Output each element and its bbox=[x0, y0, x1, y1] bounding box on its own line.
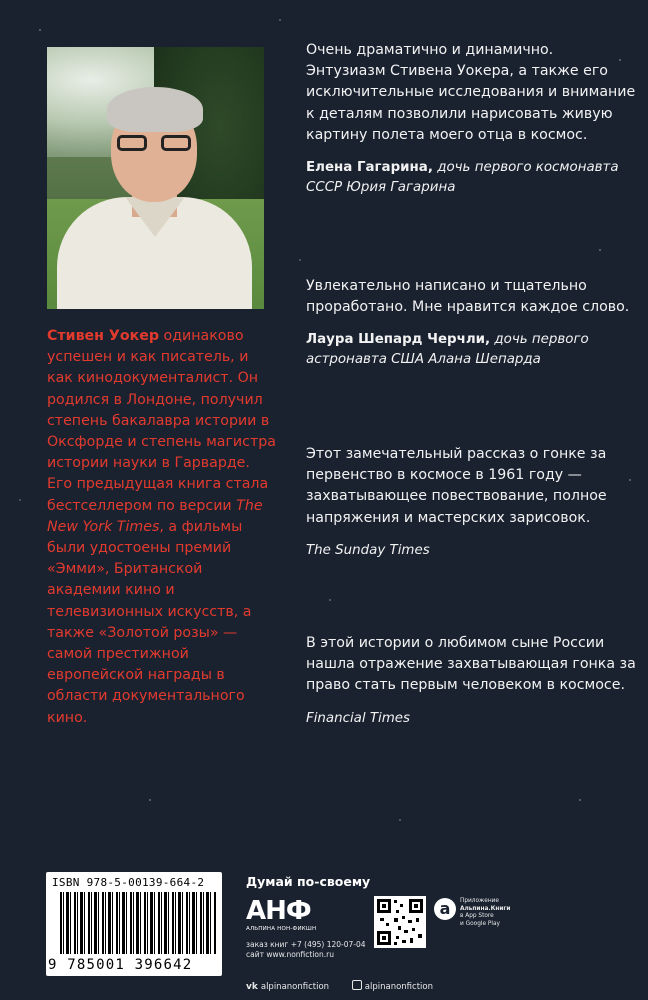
bio-text-2: , а фильмы были удостоены премий «Эмми», Британской академии кино и телевизионных искусств, а также «Золотой розы» — самой престижной европейской награды в области документального кино. bbox=[47, 518, 252, 726]
quote-attribution bbox=[306, 541, 636, 561]
quote-text: Этот замечательный рассказ о гонке за первенство в космосе в 1961 году — захватывающее повествование, полное напряжения и мастерских зарисовок. bbox=[306, 446, 607, 526]
review-quote-3 bbox=[306, 444, 636, 561]
author-name: Стивен Уокер bbox=[47, 328, 160, 344]
publisher-logo-sub: АЛЬПИНА НОН-ФИКШН bbox=[246, 926, 317, 932]
social-links bbox=[246, 980, 546, 992]
barcode-bars bbox=[60, 892, 216, 954]
barcode-number: 9 785001 396642 bbox=[48, 957, 193, 973]
review-quote-1 bbox=[306, 40, 636, 198]
quote-source: The Sunday Times bbox=[306, 542, 430, 558]
vk-icon: vk bbox=[246, 982, 258, 992]
review-quote-4 bbox=[306, 633, 636, 729]
author-photo bbox=[47, 47, 264, 309]
quote-role: дочь первого космонавта СССР Юрия Гагарина bbox=[306, 160, 619, 196]
isbn-barcode bbox=[46, 872, 222, 976]
quote-role: дочь первого астронавта США Алана Шепарда bbox=[306, 332, 589, 368]
app-logo-icon: a bbox=[434, 898, 456, 920]
bio-text-1: одинаково успешен и как писатель, и как кинодокументалист. Он родился в Лондоне, получил степень бакалавра истории в Оксфорде и степень магистра истории науки в Гарварде. Его предыдущая книга стала бестселлером по версии bbox=[47, 328, 276, 514]
isbn-label: ISBN 978-5-00139-664-2 bbox=[52, 876, 205, 889]
social-vk: vk alpinanonfiction bbox=[246, 982, 330, 992]
quote-text: Очень драматично и динамично. Энтузиазм Стивена Уокера, а также его исключительные исследования и внимание к деталям позволили нарисовать живую картину полета моего отца в космос. bbox=[306, 42, 636, 143]
quote-attribution bbox=[306, 330, 636, 370]
quote-attribution bbox=[306, 709, 636, 729]
social-instagram: alpinanonfiction bbox=[352, 982, 443, 992]
publisher-contact bbox=[246, 940, 366, 960]
review-quote-2 bbox=[306, 276, 636, 370]
quote-text: В этой истории о любимом сыне России нашла отражение захватывающая гонка за право стать первым человеком в космосе. bbox=[306, 635, 636, 694]
publisher-logo-text: АНФ bbox=[246, 896, 311, 926]
glasses-icon bbox=[117, 135, 191, 153]
app-promo-text: Приложение Альпина.Книги в App Store и Google Play bbox=[460, 898, 511, 927]
app-promo bbox=[434, 896, 524, 948]
qr-code-icon bbox=[374, 896, 426, 948]
bio-book-ref: The New York Times bbox=[47, 497, 263, 535]
quote-author: Лаура Шепард Черчли, bbox=[306, 332, 491, 348]
publisher-slogan: Думай по-своему bbox=[246, 874, 371, 889]
quote-source: Financial Times bbox=[306, 710, 411, 726]
publisher-logo bbox=[246, 896, 326, 932]
instagram-icon bbox=[352, 980, 362, 990]
order-phone: заказ книг +7 (495) 120-07-04 bbox=[246, 940, 366, 949]
quote-author: Елена Гагарина, bbox=[306, 160, 433, 176]
quote-text: Увлекательно написано и тщательно проработано. Мне нравится каждое слово. bbox=[306, 278, 630, 316]
quote-attribution bbox=[306, 158, 636, 198]
author-bio bbox=[47, 326, 277, 729]
website: сайт www.nonfiction.ru bbox=[246, 950, 334, 959]
